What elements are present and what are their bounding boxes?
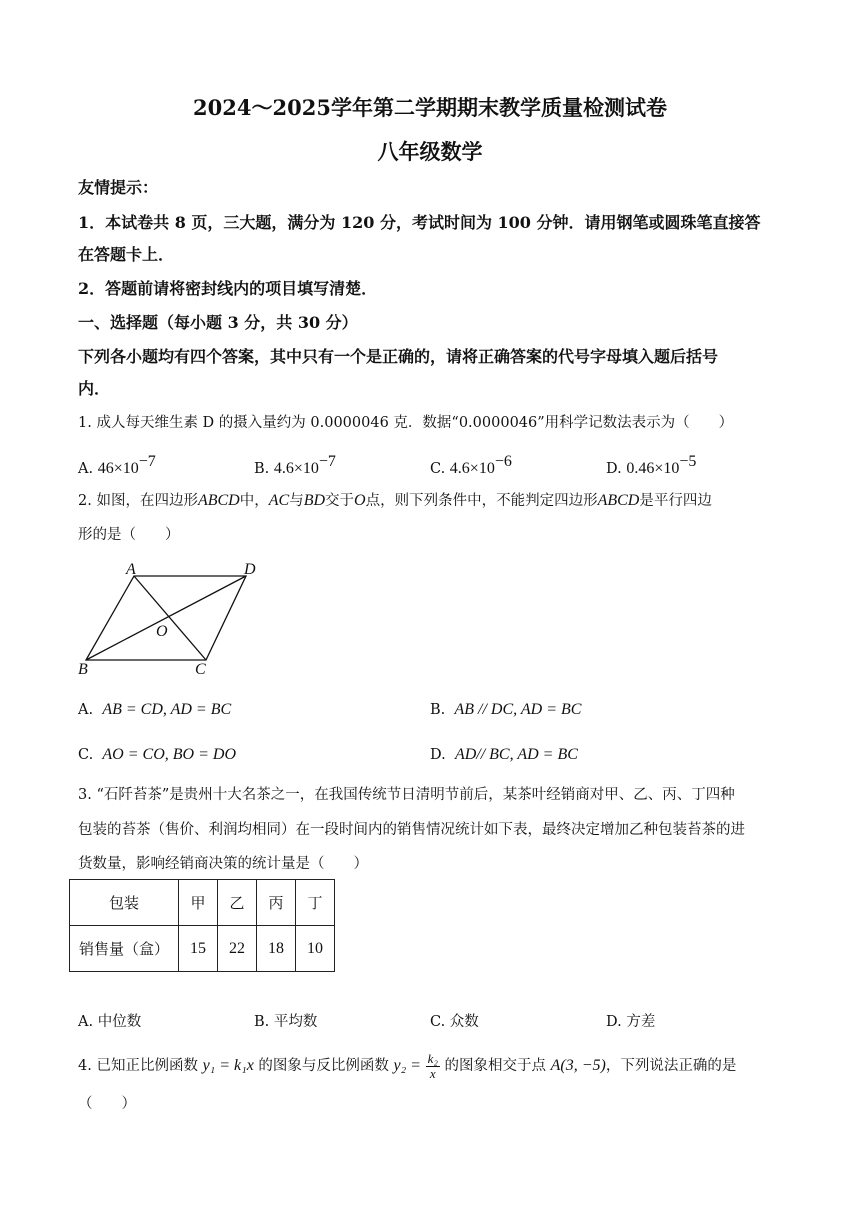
diagonal-ac — [134, 576, 206, 660]
fraction-k2-over-x: $\frac{\text{k₂}}{x}$ — [427, 1050, 438, 1081]
question-2-stem-cont: 形的是（ ） — [78, 527, 180, 543]
table-cell: 销售量（盒） — [70, 926, 179, 972]
label-o: O — [156, 623, 168, 640]
notice-heading: 友情提示： — [78, 178, 159, 197]
section-instruction-cont: 内． — [78, 379, 111, 398]
table-cell: 15 — [179, 926, 218, 972]
table-cell: 10 — [296, 926, 335, 972]
sales-table — [69, 879, 335, 972]
q2-option-a: A. AB = CD, AD = BC — [78, 701, 232, 718]
q1-option-a: A. $46\times 10^{-7}$ — [78, 453, 156, 477]
table-header-cell: 包装 — [70, 880, 179, 926]
table-cell: 18 — [257, 926, 296, 972]
notice-line-1-cont: 在答题卡上． — [78, 245, 175, 264]
q2-option-c: C. AO = CO, BO = DO — [78, 746, 236, 763]
section-instruction: 下列各小题均有四个答案，其中只有一个是正确的，请将正确答案的代号字母填入题后括号 — [78, 347, 719, 366]
question-4-stem: 4. 已知正比例函数 y₁ = k₁x 的图象与反比例函数 y₂ = $\frac{\text{k₂}}{x}$ 的图象相交于点 A(3, −5)，下列说法正确的是 — [78, 1050, 737, 1081]
exam-subtitle: 八年级数学 — [377, 139, 483, 164]
q2-option-b: B. AB // DC, AD = BC — [430, 701, 582, 718]
label-b: B — [78, 661, 88, 678]
notice-line-1: 1．本试卷共 8 页，三大题，满分为 120 分，考试时间为 100 分钟．请用钢笔或圆珠笔直接答 — [78, 213, 761, 232]
q1-option-c: C. $4.6\times 10^{-6}$ — [430, 453, 512, 477]
table-cell: 22 — [218, 926, 257, 972]
table-row — [70, 926, 335, 972]
question-3-line-2: 包装的苔茶（售价、利润均相同）在一段时间内的销售情况统计如下表，最终决定增加乙种包装苔茶的进 — [78, 822, 745, 838]
notice-line-2: 2．答题前请将密封线内的项目填写清楚． — [78, 279, 378, 298]
table-header-row — [70, 880, 335, 926]
question-3-line-3: 货数量，影响经销商决策的统计量是（ ） — [78, 856, 368, 872]
parallelogram-outline — [86, 576, 246, 660]
q1-option-d: D. $0.46\times 10^{-5}$ — [606, 453, 697, 477]
label-d: D — [244, 561, 256, 578]
question-4-paren: （ ） — [78, 1096, 136, 1112]
exam-title: 2024～2025学年第二学期期末教学质量检测试卷 — [193, 95, 667, 120]
question-1-stem: 1. 成人每天维生素 D 的摄入量约为 0.0000046 克．数据“0.0000046”用科学记数法表示为（ ） — [78, 415, 734, 431]
q1-option-b: B. $4.6\times 10^{-7}$ — [254, 453, 336, 477]
q3-option-c: C. 众数 — [430, 1014, 479, 1030]
question-3-line-1: 3. “石阡苔茶”是贵州十大名茶之一，在我国传统节日清明节前后，某茶叶经销商对甲、乙、丙、丁四种 — [78, 787, 735, 803]
question-2-stem: 2. 如图，在四边形ABCD中，AC与BD交于O点，则下列条件中，不能判定四边形ABCD是平行四边 — [78, 492, 712, 509]
q2-option-d: D. AD// BC, AD = BC — [430, 746, 578, 763]
q3-option-b: B. 平均数 — [254, 1014, 318, 1030]
table-header-cell: 甲 — [179, 880, 218, 926]
table-header-cell: 丁 — [296, 880, 335, 926]
q3-option-d: D. 方差 — [606, 1014, 656, 1030]
table-header-cell: 乙 — [218, 880, 257, 926]
label-a: A — [126, 561, 136, 578]
label-c: C — [195, 661, 206, 678]
q3-option-a: A. 中位数 — [78, 1014, 142, 1030]
table-header-cell: 丙 — [257, 880, 296, 926]
section-heading: 一、选择题（每小题 3 分，共 30 分） — [78, 313, 358, 332]
diagonal-bd — [86, 576, 246, 660]
